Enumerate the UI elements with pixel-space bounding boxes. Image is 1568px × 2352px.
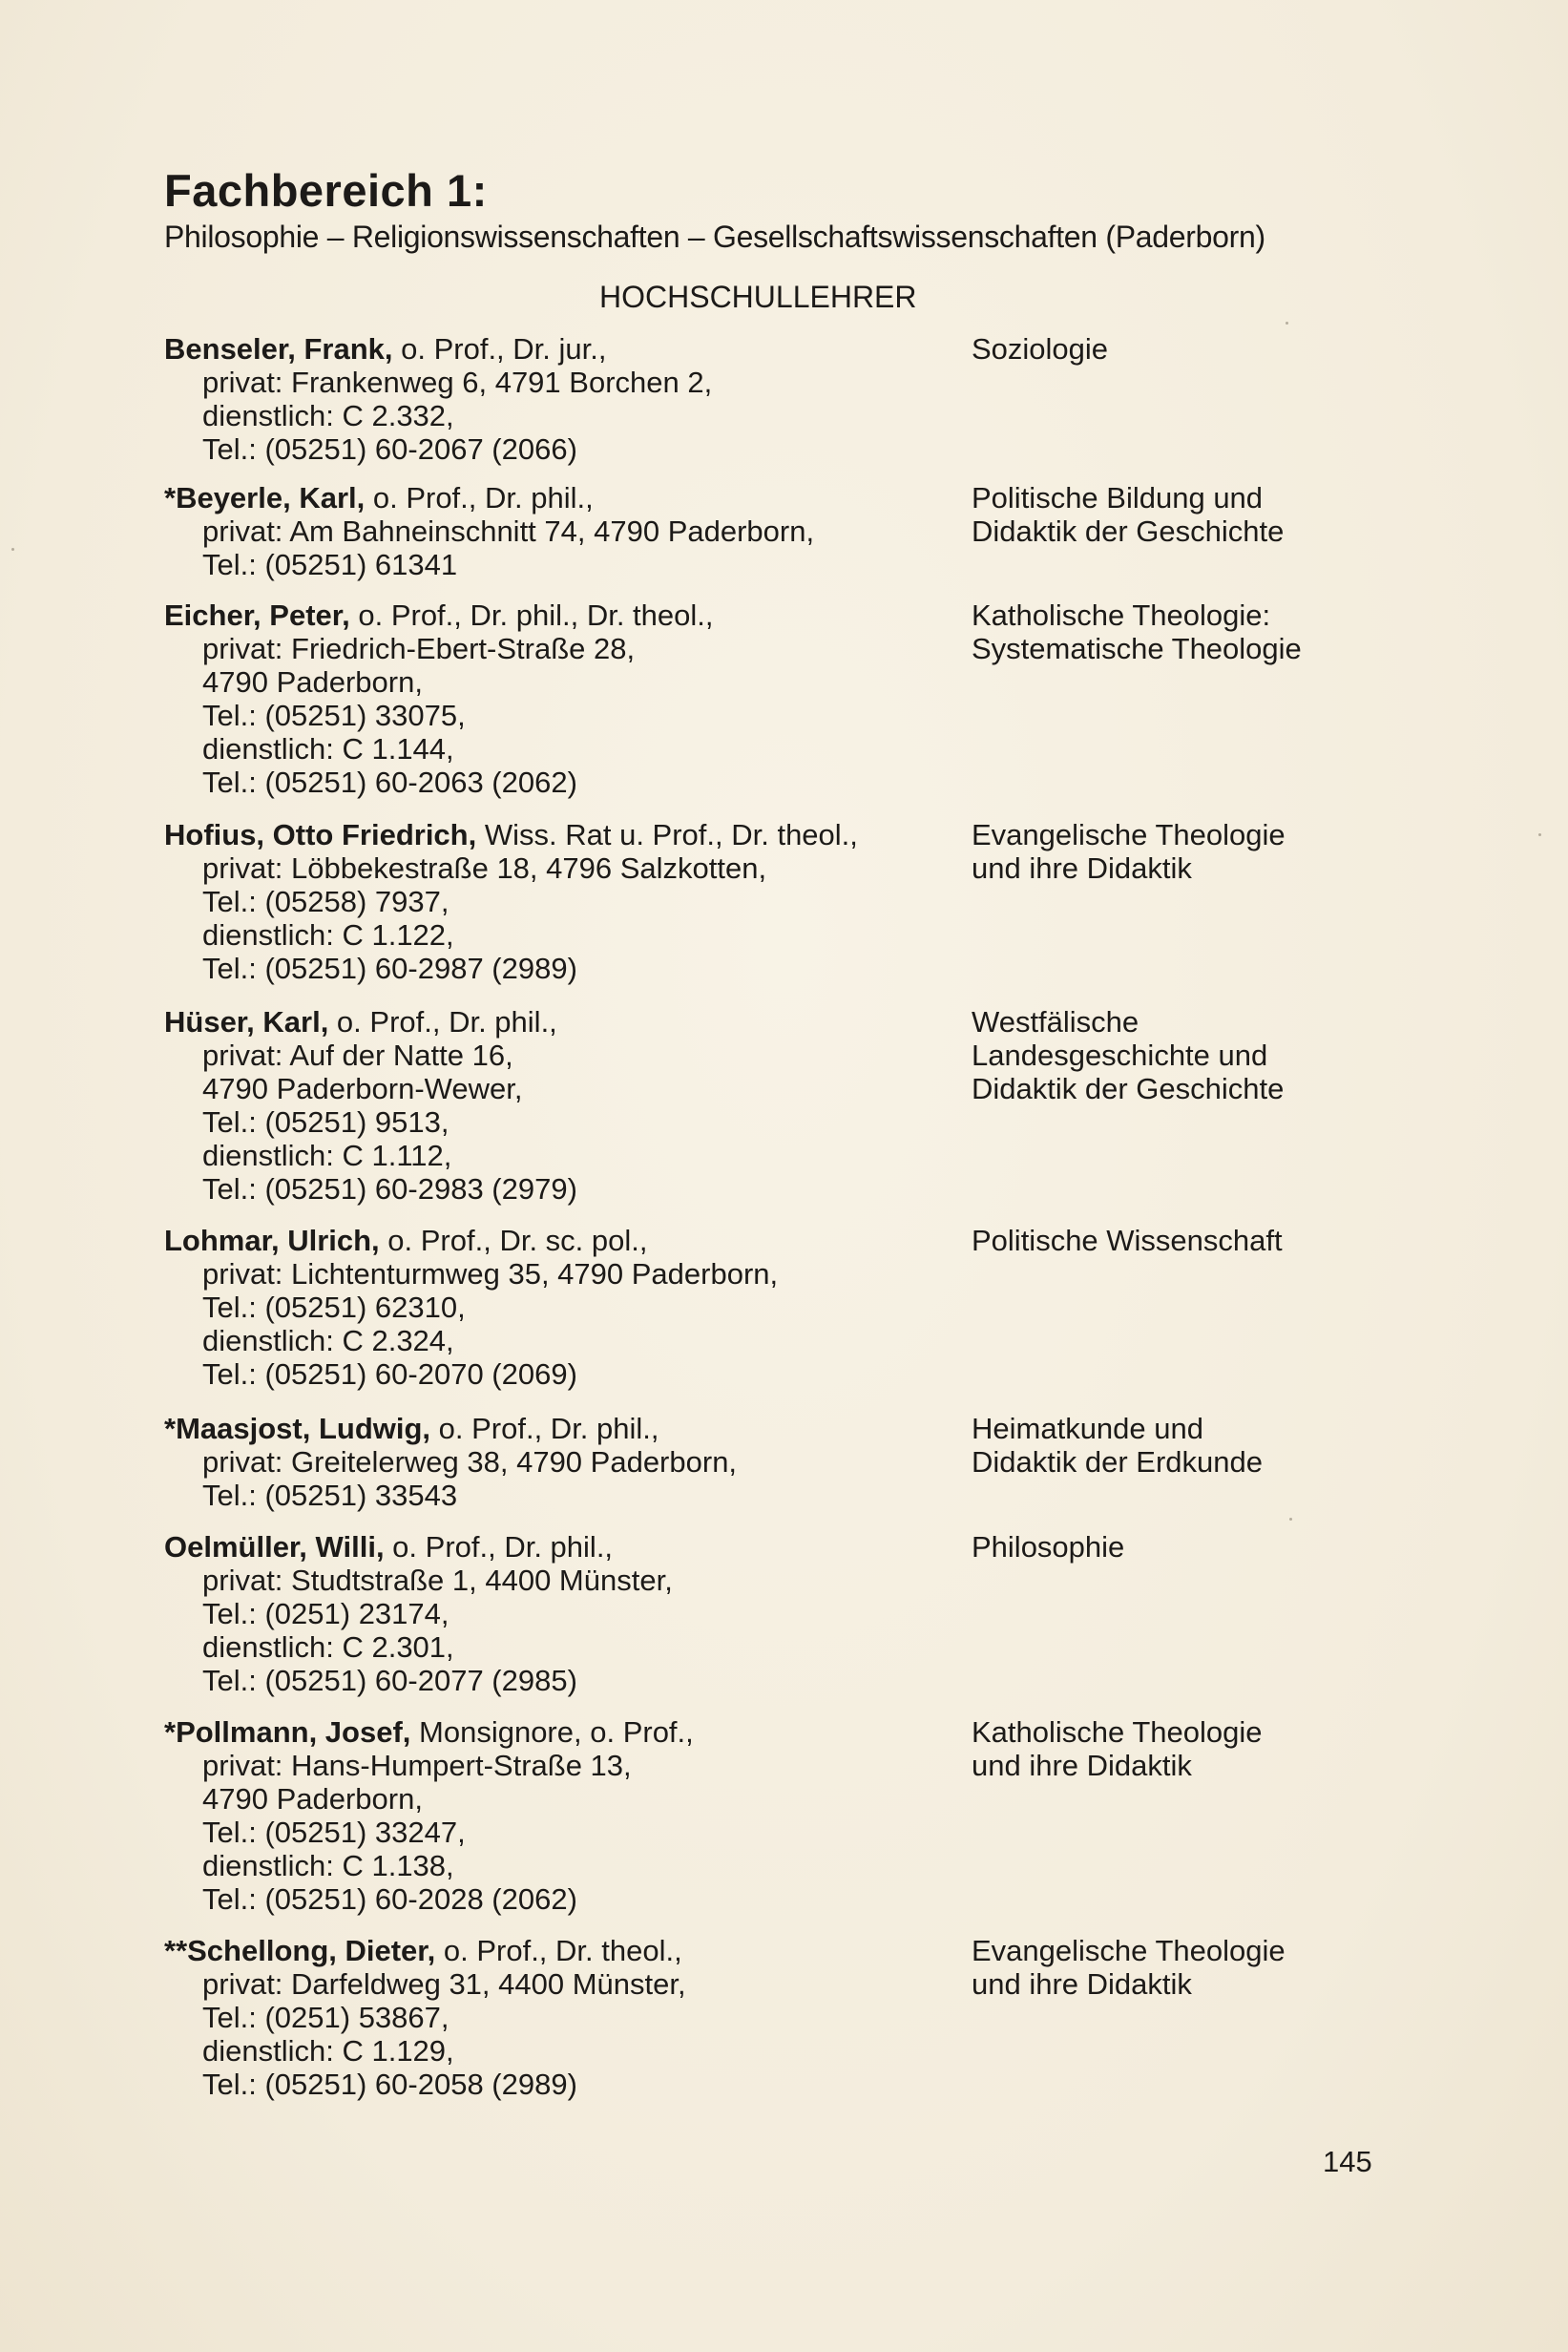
faculty-detail-line: Tel.: (05251) 33247, <box>202 1816 466 1849</box>
faculty-title: o. Prof., Dr. phil., <box>430 1412 659 1445</box>
subject-line: Didaktik der Erdkunde <box>972 1445 1263 1479</box>
department-heading: Fachbereich 1: <box>164 165 488 216</box>
faculty-detail-line: 4790 Paderborn, <box>202 1782 423 1816</box>
faculty-subject <box>972 818 1401 885</box>
faculty-name: *Maasjost, Ludwig, <box>164 1412 431 1445</box>
section-title: HOCHSCHULLEHRER <box>599 280 917 314</box>
paper-speck <box>1286 322 1288 325</box>
faculty-heading-line <box>164 1715 947 1749</box>
subject-line: Evangelische Theologie <box>972 1934 1286 1967</box>
faculty-detail-line: privat: Friedrich-Ebert-Straße 28, <box>202 632 636 665</box>
subject-line: und ihre Didaktik <box>972 851 1192 885</box>
subject-line: Politische Wissenschaft <box>972 1224 1283 1257</box>
faculty-detail-line: privat: Frankenweg 6, 4791 Borchen 2, <box>202 366 713 399</box>
faculty-detail-line: Tel.: (05251) 60-2987 (2989) <box>202 952 577 985</box>
subject-line: Heimatkunde und <box>972 1412 1203 1445</box>
faculty-name: Eicher, Peter, <box>164 598 350 632</box>
subject-line: und ihre Didaktik <box>972 1749 1192 1782</box>
subject-line: Evangelische Theologie <box>972 818 1286 851</box>
faculty-subject <box>972 1005 1401 1105</box>
faculty-heading-line <box>164 481 947 514</box>
faculty-detail-line: Tel.: (05251) 62310, <box>202 1291 466 1324</box>
faculty-title: o. Prof., Dr. sc. pol., <box>379 1224 648 1257</box>
faculty-details <box>164 598 947 799</box>
faculty-heading-line <box>164 1224 947 1257</box>
faculty-detail-line: Tel.: (05251) 60-2070 (2069) <box>202 1357 577 1391</box>
faculty-details <box>164 1934 947 2101</box>
faculty-title: o. Prof., Dr. phil., Dr. theol., <box>349 598 714 632</box>
subject-line: Philosophie <box>972 1530 1125 1564</box>
paper-speck <box>11 548 14 551</box>
faculty-detail-line: Tel.: (05251) 33543 <box>202 1479 458 1512</box>
faculty-detail-line: Tel.: (05251) 60-2077 (2985) <box>202 1664 577 1697</box>
subject-line: Politische Bildung und <box>972 481 1264 514</box>
faculty-detail-line: dienstlich: C 2.301, <box>202 1630 454 1664</box>
faculty-detail-line: dienstlich: C 1.122, <box>202 918 454 952</box>
faculty-name: *Beyerle, Karl, <box>164 481 366 514</box>
faculty-detail-line: dienstlich: C 1.138, <box>202 1849 454 1882</box>
faculty-detail-line: Tel.: (05251) 60-2028 (2062) <box>202 1882 577 1916</box>
department-subtitle: Philosophie – Religionswissenschaften – Gesellschaftswissenschaften (Paderborn) <box>164 220 1265 254</box>
faculty-details <box>164 1530 947 1697</box>
faculty-name: Hofius, Otto Friedrich, <box>164 818 477 851</box>
subject-line: Katholische Theologie: <box>972 598 1271 632</box>
faculty-subject <box>972 332 1401 366</box>
faculty-subject <box>972 1224 1401 1257</box>
subject-line: Didaktik der Geschichte <box>972 514 1285 548</box>
faculty-detail-line: dienstlich: C 2.332, <box>202 399 454 432</box>
subject-line: Katholische Theologie <box>972 1715 1263 1749</box>
faculty-subject <box>972 598 1401 665</box>
faculty-details <box>164 1005 947 1206</box>
faculty-detail-line: privat: Am Bahneinschnitt 74, 4790 Paderborn, <box>202 514 815 548</box>
faculty-detail-line: privat: Lichtenturmweg 35, 4790 Paderborn, <box>202 1257 779 1291</box>
faculty-details <box>164 818 947 985</box>
faculty-details <box>164 1224 947 1391</box>
faculty-heading-line <box>164 1934 947 1967</box>
faculty-detail-line: dienstlich: C 1.129, <box>202 2034 454 2068</box>
faculty-detail-line: Tel.: (05251) 9513, <box>202 1105 449 1139</box>
subject-line: Soziologie <box>972 332 1109 366</box>
faculty-detail-line: dienstlich: C 2.324, <box>202 1324 454 1357</box>
faculty-heading-line <box>164 598 947 632</box>
faculty-detail-line: 4790 Paderborn, <box>202 665 423 699</box>
faculty-detail-line: Tel.: (05258) 7937, <box>202 885 449 918</box>
faculty-heading-line <box>164 1412 947 1445</box>
faculty-subject <box>972 1715 1401 1782</box>
faculty-detail-line: Tel.: (05251) 33075, <box>202 699 466 732</box>
faculty-name: **Schellong, Dieter, <box>164 1934 436 1967</box>
faculty-title: o. Prof., Dr. phil., <box>365 481 594 514</box>
faculty-details <box>164 1412 947 1512</box>
faculty-title: o. Prof., Dr. jur., <box>392 332 607 366</box>
faculty-subject <box>972 1412 1401 1479</box>
faculty-name: Benseler, Frank, <box>164 332 393 366</box>
faculty-title: o. Prof., Dr. phil., <box>384 1530 614 1564</box>
faculty-detail-line: privat: Studtstraße 1, 4400 Münster, <box>202 1564 673 1597</box>
faculty-name: Lohmar, Ulrich, <box>164 1224 380 1257</box>
subject-line: Landesgeschichte und <box>972 1039 1268 1072</box>
faculty-title: Monsignore, o. Prof., <box>410 1715 694 1749</box>
faculty-detail-line: privat: Darfeldweg 31, 4400 Münster, <box>202 1967 686 2001</box>
faculty-detail-line: Tel.: (05251) 60-2058 (2989) <box>202 2068 577 2101</box>
faculty-detail-line: 4790 Paderborn-Wewer, <box>202 1072 523 1105</box>
faculty-subject <box>972 1934 1401 2001</box>
faculty-title: o. Prof., Dr. phil., <box>328 1005 557 1039</box>
faculty-heading-line <box>164 1005 947 1039</box>
faculty-details <box>164 332 947 466</box>
faculty-title: o. Prof., Dr. theol., <box>435 1934 682 1967</box>
subject-line: Didaktik der Geschichte <box>972 1072 1285 1105</box>
faculty-details <box>164 1715 947 1916</box>
page-number: 145 <box>1323 2145 1372 2178</box>
faculty-heading-line <box>164 1530 947 1564</box>
faculty-heading-line <box>164 332 947 366</box>
faculty-detail-line: dienstlich: C 1.144, <box>202 732 454 766</box>
faculty-detail-line: dienstlich: C 1.112, <box>202 1139 452 1172</box>
faculty-detail-line: Tel.: (05251) 61341 <box>202 548 458 581</box>
faculty-detail-line: privat: Auf der Natte 16, <box>202 1039 513 1072</box>
faculty-title: Wiss. Rat u. Prof., Dr. theol., <box>476 818 858 851</box>
faculty-name: Oelmüller, Willi, <box>164 1530 385 1564</box>
paper-speck <box>1538 833 1541 836</box>
faculty-subject <box>972 481 1401 548</box>
faculty-detail-line: Tel.: (05251) 60-2067 (2066) <box>202 432 577 466</box>
faculty-subject <box>972 1530 1401 1564</box>
faculty-name: *Pollmann, Josef, <box>164 1715 411 1749</box>
faculty-detail-line: Tel.: (0251) 23174, <box>202 1597 449 1630</box>
faculty-detail-line: Tel.: (05251) 60-2063 (2062) <box>202 766 577 799</box>
faculty-name: Hüser, Karl, <box>164 1005 329 1039</box>
faculty-details <box>164 481 947 581</box>
faculty-detail-line: Tel.: (05251) 60-2983 (2979) <box>202 1172 577 1206</box>
faculty-heading-line <box>164 818 947 851</box>
faculty-detail-line: privat: Greitelerweg 38, 4790 Paderborn, <box>202 1445 738 1479</box>
faculty-detail-line: privat: Löbbekestraße 18, 4796 Salzkotten, <box>202 851 767 885</box>
paper-speck <box>1289 1518 1292 1521</box>
subject-line: und ihre Didaktik <box>972 1967 1192 2001</box>
faculty-detail-line: privat: Hans-Humpert-Straße 13, <box>202 1749 632 1782</box>
subject-line: Systematische Theologie <box>972 632 1302 665</box>
subject-line: Westfälische <box>972 1005 1139 1039</box>
faculty-detail-line: Tel.: (0251) 53867, <box>202 2001 449 2034</box>
